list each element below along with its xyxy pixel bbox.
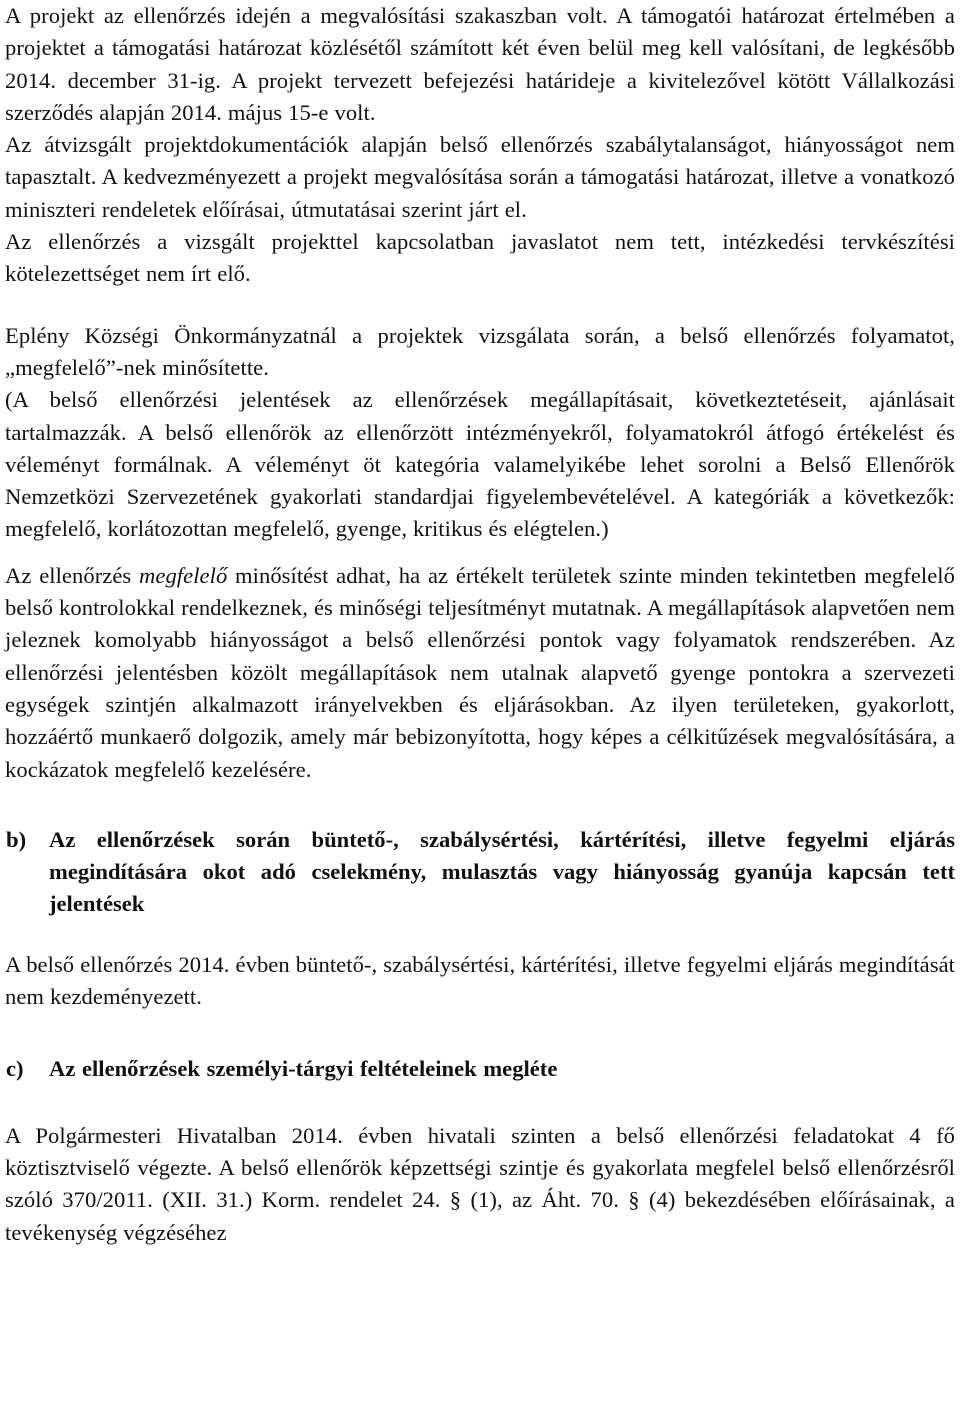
paragraph-no-proposal: Az ellenőrzés a vizsgált projekttel kapcsolatban javaslatot nem tett, intézkedési tervkészítési kötelezettséget nem írt elő. [5, 229, 955, 287]
section-marker-c: c) [6, 1056, 24, 1082]
section-marker-b: b) [6, 826, 27, 852]
document-page [5, 0, 955, 1249]
paragraph-staffing: A Polgármesteri Hivatalban 2014. évben hivatali szinten a belső ellenőrzési feladatokat 4 fő köztisztviselő végezte. A belső ellenőrök képzettségi szintje és gyakorlata megfelel belső ellenőrzésről szóló 370/2011. (XII. 31.) Korm. rendelet 24. § (1), az Áht. 70. § (4) bekezdésében előírásainak, a tevékenység végzéséhez [5, 1122, 955, 1245]
adequate-term: megfelelő [139, 562, 228, 588]
section-heading-b [5, 824, 955, 921]
section-heading-c [5, 1053, 955, 1085]
adequate-body: minősítést adhat, ha az értékelt területek szinte minden tekintetben megfelelő belső kontrolokkal rendelkeznek, és minőségi teljesítményt mutatnak. A megállapítások alapvetően nem jeleznek komolyabb hiányosságot a belső ellenőrzési pontok vagy folyamatok rendszerében. Az ellenőrzési jelentésben közölt megállapítások nem utalnak alapvető gyenge pontokra a szervezeti egységek szintjén alkalmazott irányelvekben és eljárásokban. Az ilyen területeken, gyakorlott, hozzáértő munkaerő dolgozik, amely már bebizonyította, hogy képes a célkitűzések megvalósítására, a kockázatok megfelelő kezelésére. [5, 562, 955, 782]
paragraph-adequate-definition [5, 560, 955, 786]
paragraph-no-irregularity: Az átvizsgált projektdokumentációk alapján belső ellenőrzés szabálytalanságot, hiányosságot nem tapasztalt. A kedvezményezett a projekt megvalósítása során a támogatási határozat, illetve a vonatkozó miniszteri rendeletek előírásai, útmutatásai szerint járt el. [5, 132, 955, 222]
section-title-b: Az ellenőrzések során büntető-, szabálysértési, kártérítési, illetve fegyelmi eljárás megindítására okot adó cselekmény, mulasztás vagy hiányosság gyanúja kapcsán tett jelentések [49, 826, 955, 917]
adequate-intro: Az ellenőrzés [5, 562, 140, 588]
paragraph-rating-categories: (A belső ellenőrzési jelentések az ellenőrzések megállapításait, következtetéseit, ajánlásait tartalmazzák. A belső ellenőrök az ellenőrzött intézményekről, folyamatokról átfogó értékelést és véleményt formálnak. A véleményt öt kategória valamelyikébe lehet sorolni a Belső Ellenőrök Nemzetközi Szervezetének gyakorlati standardjai figyelembevételével. A kategóriák a következők: megfelelő, korlátozottan megfelelő, gyenge, kritikus és elégtelen.) [5, 387, 955, 542]
paragraph-eplény-rating: Eplény Községi Önkormányzatnál a projektek vizsgálata során, a belső ellenőrzés folyamatot, „megfelelő”-nek minősítette. [5, 322, 955, 380]
section-title-c: Az ellenőrzések személyi-tárgyi feltételeinek megléte [49, 1056, 558, 1082]
paragraph-project-status: A projekt az ellenőrzés idején a megvalósítási szakaszban volt. A támogatói határozat értelmében a projektet a támogatási határozat közlésétől számított két éven belül meg kell valósítani, de legkésőbb 2014. december 31-ig. A projekt tervezett befejezési határideje a kivitelezővel kötött Vállalkozási szerződés alapján 2014. május 15-e volt. [5, 3, 955, 125]
paragraph-no-proceedings: A belső ellenőrzés 2014. évben büntető-, szabálysértési, kártérítési, illetve fegyelmi eljárás megindítását nem kezdeményezett. [5, 951, 955, 1010]
